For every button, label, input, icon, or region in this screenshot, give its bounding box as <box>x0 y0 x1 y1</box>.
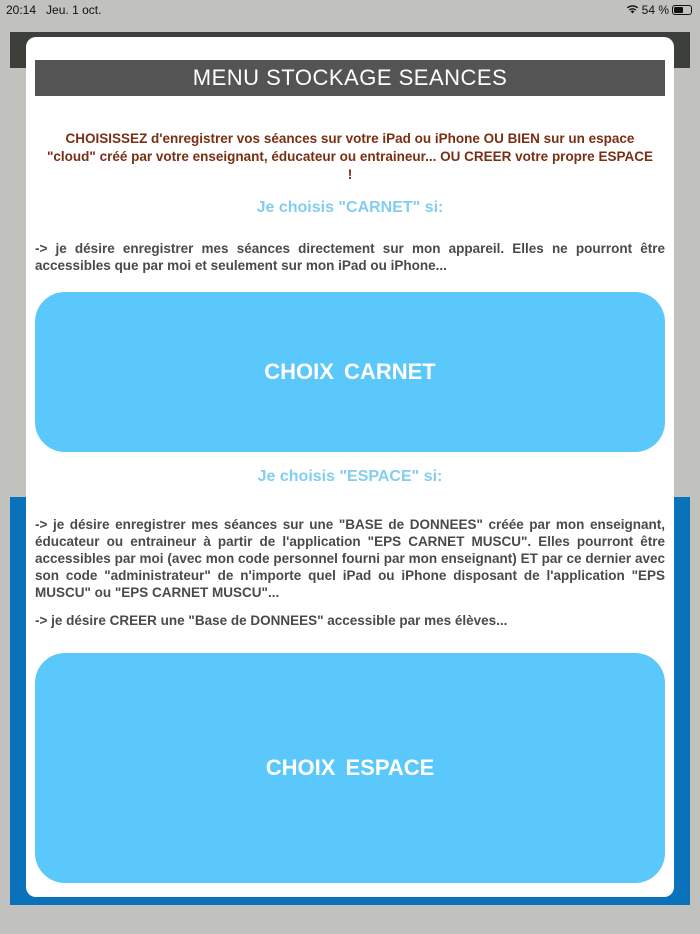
espace-heading: Je choisis "ESPACE" si: <box>257 468 443 485</box>
status-bar <box>0 0 700 20</box>
espace-create-description: -> je désire CREER une "Base de DONNEES" accessible par mes élèves... <box>35 613 508 628</box>
choix-espace-button[interactable]: CHOIX ESPACE <box>35 653 665 883</box>
battery-percent: 54 % <box>641 3 669 17</box>
storage-menu-modal <box>26 37 674 897</box>
status-time-date <box>6 3 101 17</box>
carnet-description: -> je désire enregistrer mes séances directement sur mon appareil. Elles ne pourront être accessibles que par moi et seulement sur mon iPad ou iPhone... <box>35 241 665 273</box>
date: Jeu. 1 oct. <box>46 3 102 17</box>
espace-description: -> je désire enregistrer mes séances sur une "BASE de DONNEES" créée par mon enseignant, éducateur ou entraineur à partir de l'application "EPS CARNET MUSCU". Elles pourront être accessibles par moi (avec mon code personnel fourni par mon enseignant) ET par ce dernier avec son code "administrateur" de n'importe quel iPad ou iPhone disposant de l'application "EPS MUSCU" ou "EPS CARNET MUSCU"... <box>35 517 665 600</box>
time: 20:14 <box>6 3 37 17</box>
modal-title: MENU STOCKAGE SEANCES <box>35 60 665 96</box>
choix-carnet-button[interactable]: CHOIX CARNET <box>35 292 665 452</box>
wifi-icon <box>626 3 639 17</box>
carnet-heading: Je choisis "CARNET" si: <box>256 199 444 216</box>
intro-text: CHOISISSEZ d'enregistrer vos séances sur votre iPad ou iPhone OU BIEN sur un espace "cloud" créé par votre enseignant, éducateur ou entraineur... OU CREER votre propre ESPACE ! <box>47 131 653 182</box>
battery-icon <box>672 5 692 15</box>
